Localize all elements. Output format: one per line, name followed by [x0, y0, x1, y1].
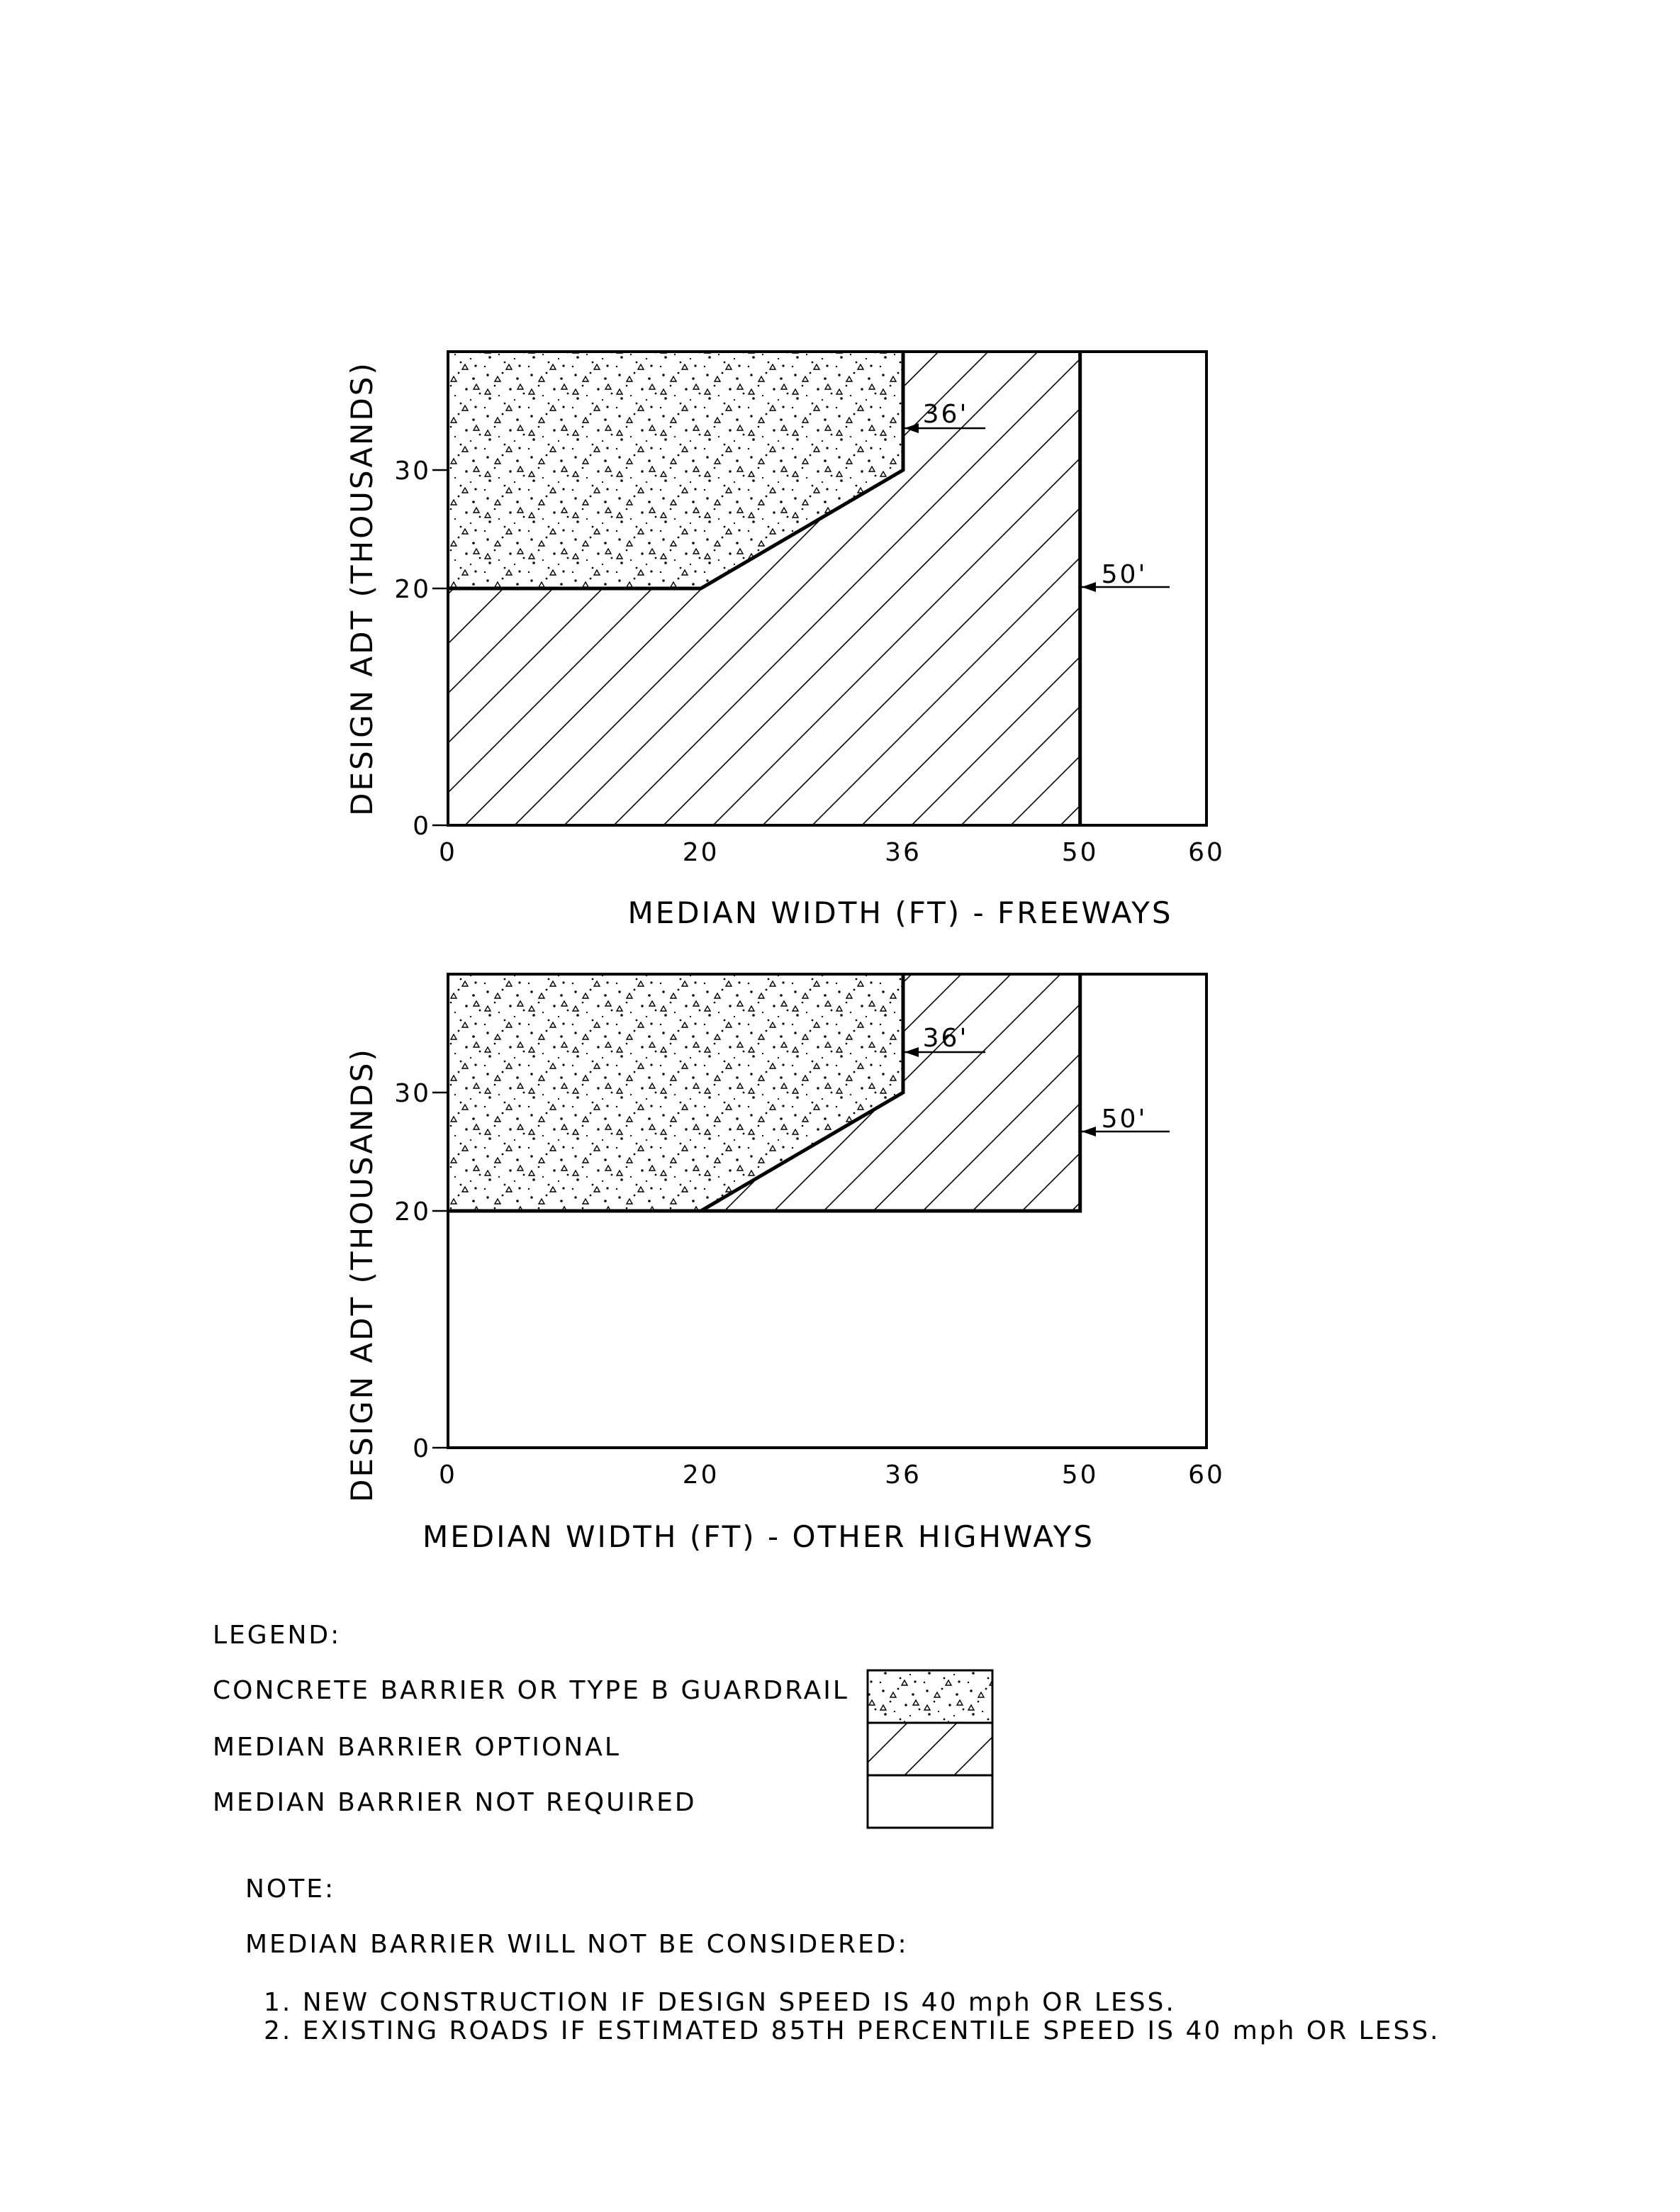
legend-title: LEGEND: [213, 1621, 342, 1650]
dimension-50ft [1082, 560, 1170, 592]
note-intro: MEDIAN BARRIER WILL NOT BE CONSIDERED: [245, 1930, 909, 1959]
x-tick-label: 36 [885, 1460, 922, 1490]
x-tick-label: 0 [439, 838, 457, 867]
x-tick-label: 36 [885, 838, 922, 867]
y-tick-label: 20 [394, 575, 431, 604]
x-tick-label: 0 [439, 1460, 457, 1490]
legend-item-label: MEDIAN BARRIER OPTIONAL [213, 1733, 621, 1762]
legend-swatch-stipple [868, 1670, 992, 1723]
legend [213, 1621, 992, 1828]
note-title: NOTE: [245, 1875, 336, 1904]
y-tick-label: 30 [394, 1079, 431, 1108]
y-tick-marks [432, 1093, 448, 1448]
dimension-50ft [1082, 1105, 1170, 1136]
x-tick-label: 50 [1061, 1460, 1099, 1490]
x-tick-label: 50 [1061, 838, 1099, 867]
dimension-36ft-label: 36' [922, 400, 969, 429]
y-tick-label: 20 [394, 1197, 431, 1227]
y-tick-label: 0 [413, 812, 431, 841]
y-tick-label: 30 [394, 457, 431, 486]
x-tick-label: 20 [682, 1460, 719, 1490]
dimension-50ft-label: 50' [1101, 1105, 1148, 1134]
legend-item-label: CONCRETE BARRIER OR TYPE B GUARDRAIL [213, 1676, 849, 1705]
note-item: 2. EXISTING ROADS IF ESTIMATED 85TH PERCENTILE SPEED IS 40 mph OR LESS. [264, 2016, 1440, 2045]
legend-swatch-blank [868, 1775, 992, 1828]
x-axis-title: MEDIAN WIDTH (FT) - FREEWAYS [627, 895, 1173, 930]
dimension-50ft-label: 50' [1101, 560, 1148, 589]
legend-swatch-hatch [868, 1723, 992, 1775]
note-item: 1. NEW CONSTRUCTION IF DESIGN SPEED IS 40 mph OR LESS. [264, 1988, 1176, 2017]
y-axis-title: DESIGN ADT (THOUSANDS) [345, 1047, 379, 1502]
note [245, 1875, 1440, 2045]
y-axis-title: DESIGN ADT (THOUSANDS) [345, 361, 379, 816]
chart-other-highways [345, 974, 1225, 1554]
legend-item-label: MEDIAN BARRIER NOT REQUIRED [213, 1788, 697, 1817]
y-tick-marks [432, 470, 448, 825]
dimension-36ft-label: 36' [922, 1024, 969, 1053]
x-axis-title: MEDIAN WIDTH (FT) - OTHER HIGHWAYS [422, 1519, 1095, 1554]
x-tick-label: 60 [1188, 838, 1225, 867]
x-tick-label: 20 [682, 838, 719, 867]
y-tick-label: 0 [413, 1434, 431, 1463]
chart-freeways [345, 352, 1225, 930]
x-tick-label: 60 [1188, 1460, 1225, 1490]
